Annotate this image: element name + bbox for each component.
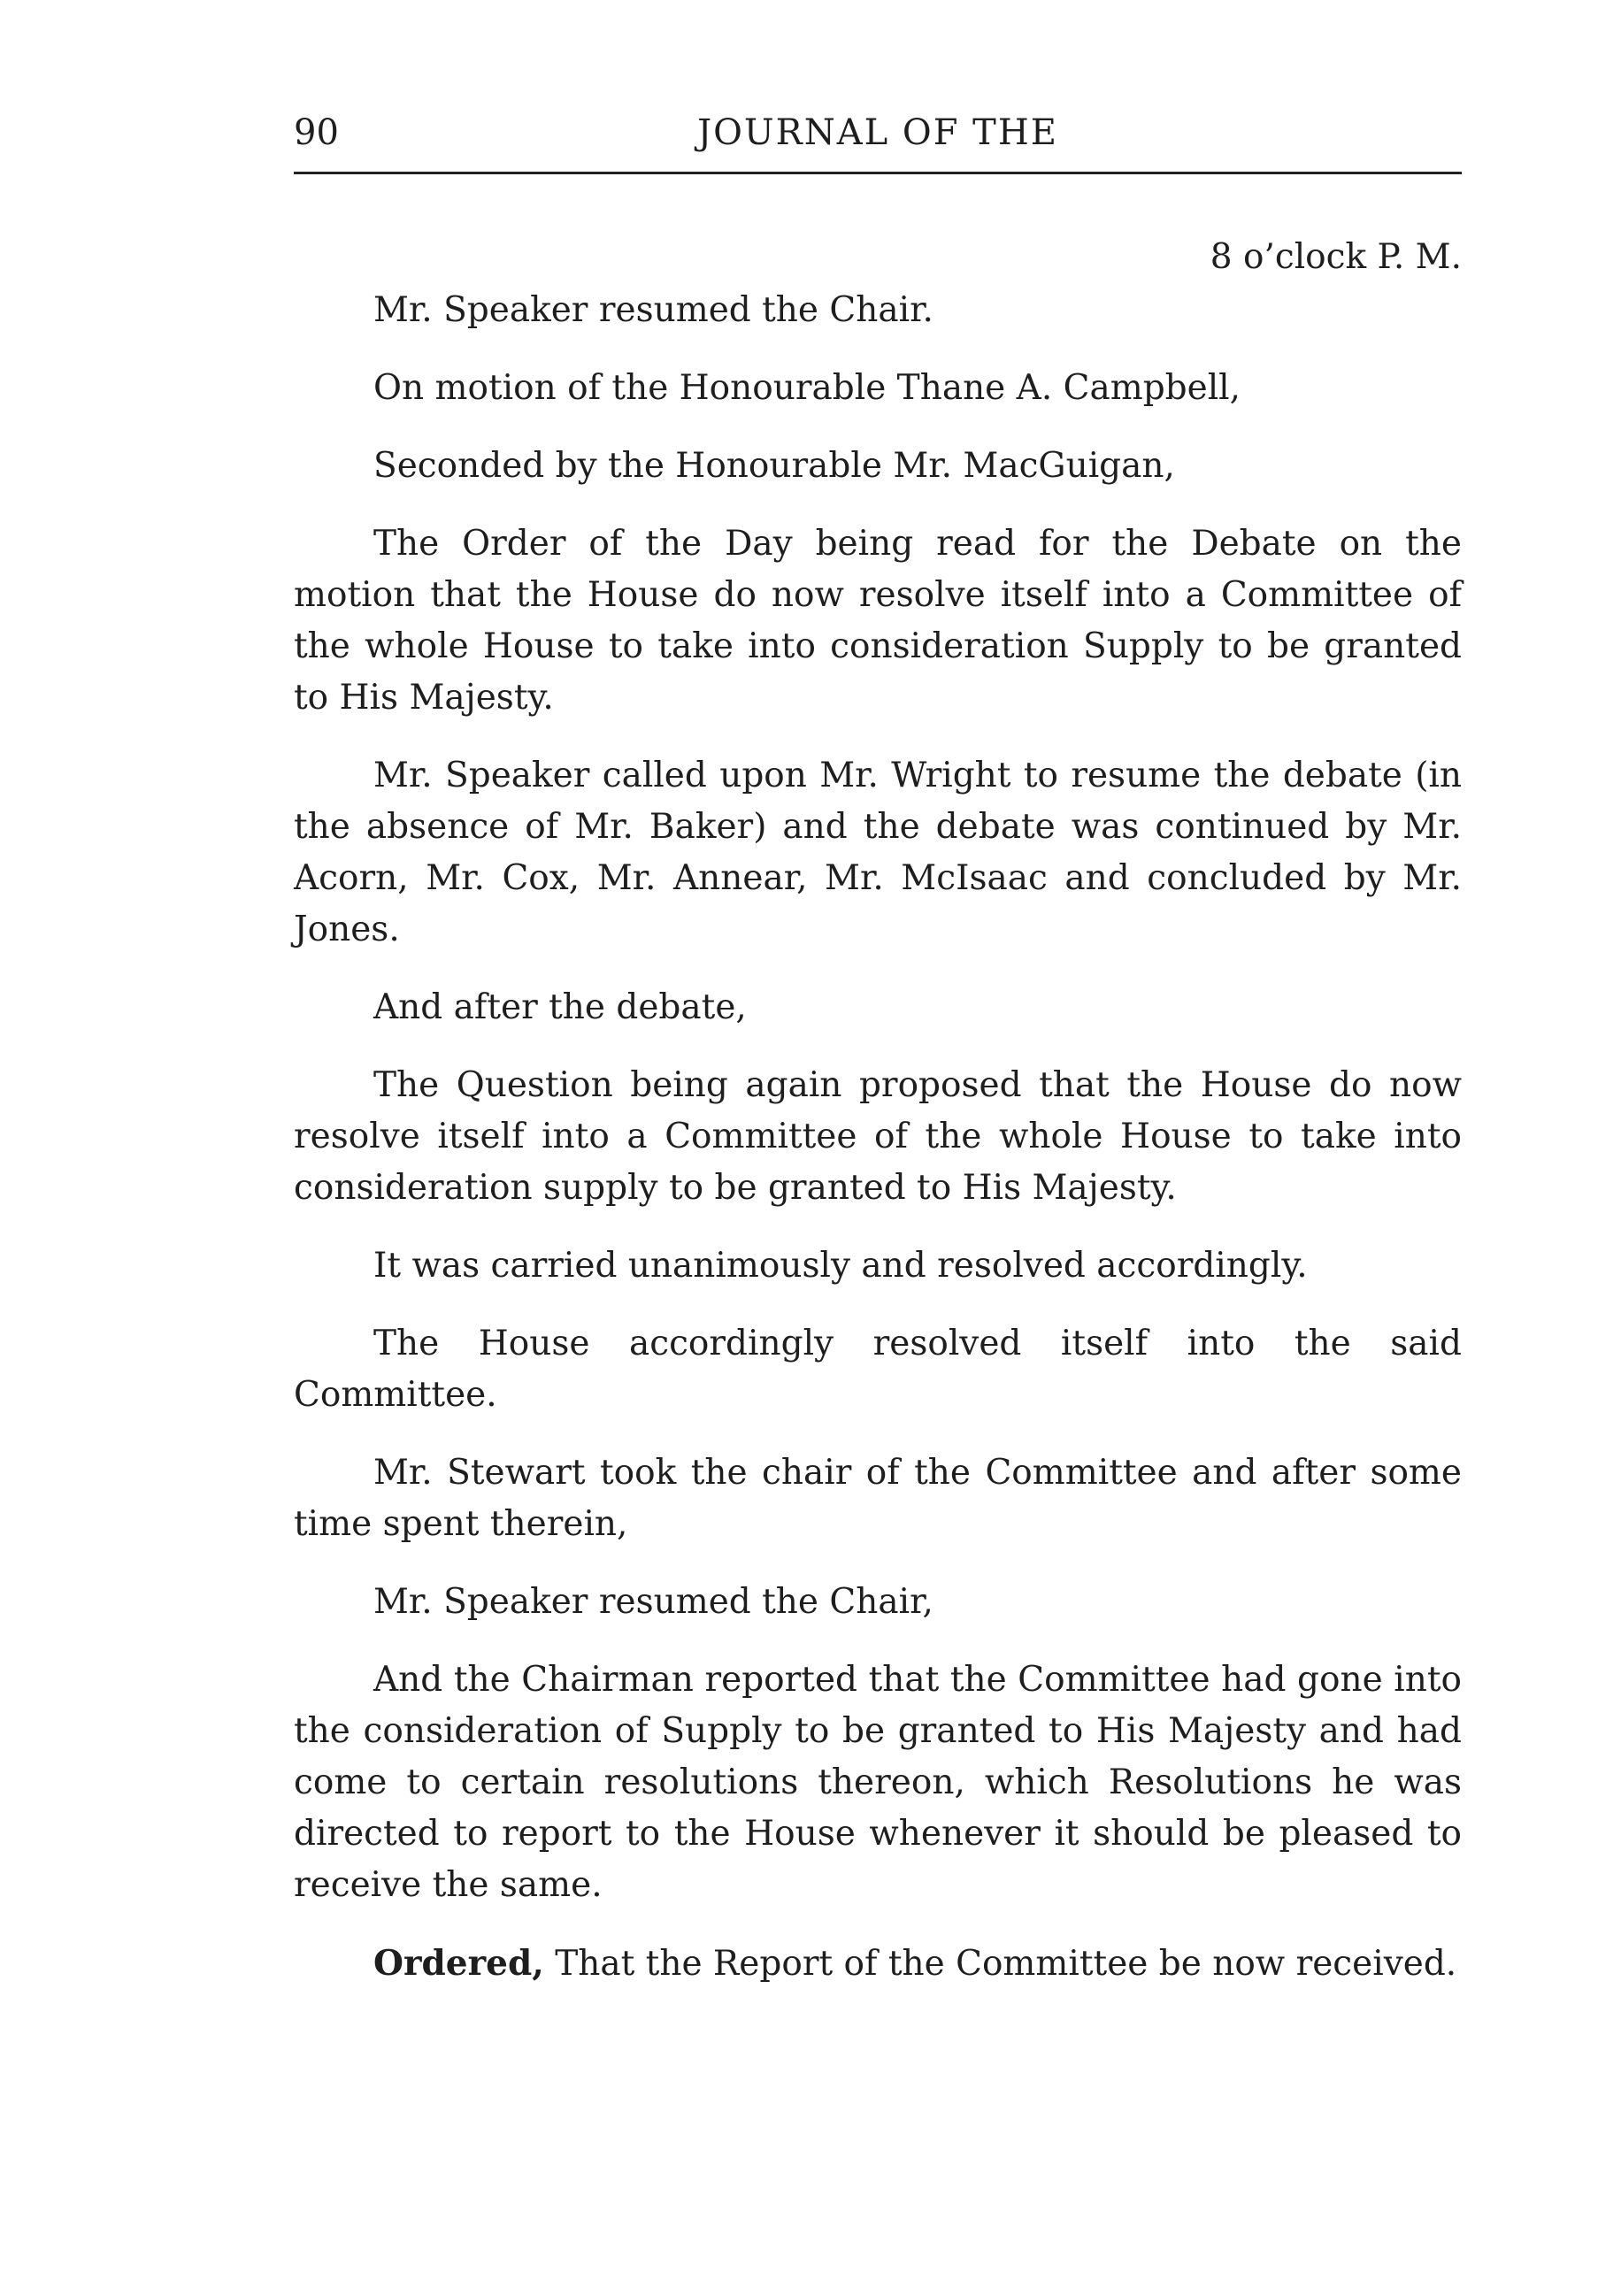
- page-header: [294, 106, 1462, 168]
- header-rule: [294, 172, 1462, 174]
- paragraph: The Question being again proposed that the House do now resolve itself into a Committee of the whole House to take into consideration supply to be granted to His Majesty.: [294, 1065, 1462, 1208]
- paragraph: On motion of the Honourable Thane A. Campbell,: [373, 368, 1241, 408]
- paragraph: Mr. Speaker resumed the Chair,: [373, 1582, 933, 1622]
- page-number: 90: [294, 112, 339, 153]
- paragraph: And after the debate,: [373, 987, 747, 1027]
- paragraph: And the Chairman reported that the Committee had gone into the consideration of Supply to be granted to His Majesty and had come to certain resolutions thereon, which Resolutions he was directed to report to the House whenever it should be pleased to receive the same.: [294, 1660, 1462, 1905]
- paragraph: It was carried unanimously and resolved accordingly.: [373, 1246, 1308, 1286]
- ordered-text: That the Report of the Committee be now received.: [543, 1944, 1457, 1984]
- paragraph: Mr. Speaker called upon Mr. Wright to resume the debate (in the absence of Mr. Baker) and the debate was continued by Mr. Acorn, Mr. Cox, Mr. Annear, Mr. McIsaac and concluded by Mr. Jones.: [294, 756, 1462, 949]
- paragraph: Mr. Stewart took the chair of the Committee and after some time spent therein,: [294, 1453, 1462, 1544]
- paragraph: Seconded by the Honourable Mr. MacGuigan,: [373, 446, 1175, 486]
- ordered-label: Ordered,: [373, 1943, 544, 1984]
- paragraph: Mr. Speaker resumed the Chair.: [373, 290, 933, 330]
- running-head: JOURNAL OF THE: [697, 112, 1058, 153]
- paragraph: The House accordingly resolved itself into the said Committee.: [294, 1324, 1462, 1415]
- journal-body: [294, 232, 1462, 2016]
- ordered-paragraph: [294, 1938, 1462, 1990]
- time-stamp: 8 o’clock P. M.: [1210, 237, 1462, 277]
- paragraph: The Order of the Day being read for the Debate on the motion that the House do now resolve itself into a Committee of the whole House to take into consideration Supply to be granted to His Majesty.: [294, 524, 1462, 718]
